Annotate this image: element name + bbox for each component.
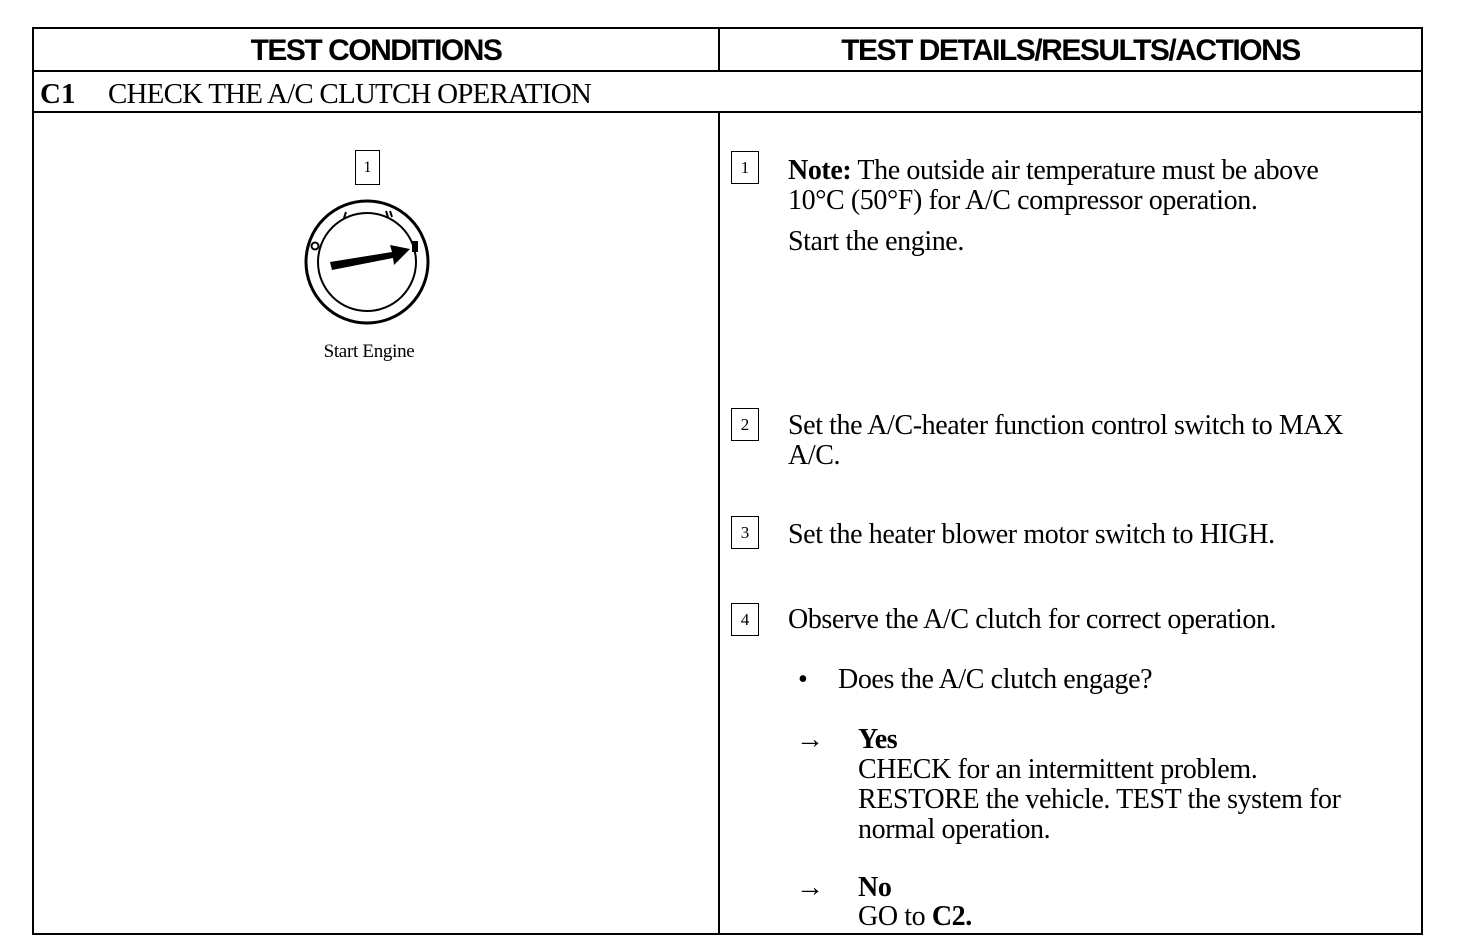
ignition-switch-icon	[302, 199, 432, 329]
note-text: The outside air temperature must be above	[857, 155, 1319, 186]
step-4-number-box: 4	[731, 603, 759, 636]
test-table	[32, 27, 1423, 935]
go-to-c2-link[interactable]: C2.	[931, 901, 972, 932]
yes-action-line-2: RESTORE the vehicle. TEST the system for	[858, 784, 1341, 815]
step-title-row	[34, 72, 1421, 113]
condition-number-box: 1	[355, 150, 380, 185]
no-action-prefix: GO to	[858, 901, 932, 932]
step-3-number-box: 3	[731, 516, 759, 549]
step-3-text: Set the heater blower motor switch to HIGH.	[788, 519, 1275, 550]
yes-arrow-icon: →	[796, 724, 824, 755]
question-text: Does the A/C clutch engage?	[838, 664, 1153, 695]
step-title: CHECK THE A/C CLUTCH OPERATION	[108, 78, 591, 110]
step-id: C1	[40, 78, 76, 110]
bullet-icon: •	[798, 664, 808, 695]
step-4-text: Observe the A/C clutch for correct operation.	[788, 604, 1277, 635]
no-label: No	[858, 872, 892, 903]
step-2-number-box: 2	[731, 408, 759, 441]
note-label: Note:	[788, 155, 852, 186]
step-1-number-box: 1	[731, 151, 759, 184]
step-2-text: Set the A/C-heater function control switch to MAX	[788, 410, 1344, 441]
no-action	[858, 902, 972, 932]
start-engine-caption: Start Engine	[323, 341, 415, 362]
yes-label: Yes	[858, 724, 898, 755]
header-test-conditions: TEST CONDITIONS	[34, 29, 720, 70]
column-divider	[718, 113, 720, 933]
no-arrow-icon: →	[796, 872, 824, 903]
header-test-details: TEST DETAILS/RESULTS/ACTIONS	[841, 34, 1300, 67]
yes-action-line-3: normal operation.	[858, 814, 1051, 845]
step-1-note	[788, 156, 1318, 186]
table-header-row	[34, 29, 1421, 72]
step-1-text: Start the engine.	[788, 226, 964, 257]
yes-action-line-1: CHECK for an intermittent problem.	[858, 754, 1258, 785]
step-2-text-line-2: A/C.	[788, 440, 841, 471]
note-text-line-2: 10°C (50°F) for A/C compressor operation.	[788, 185, 1258, 216]
